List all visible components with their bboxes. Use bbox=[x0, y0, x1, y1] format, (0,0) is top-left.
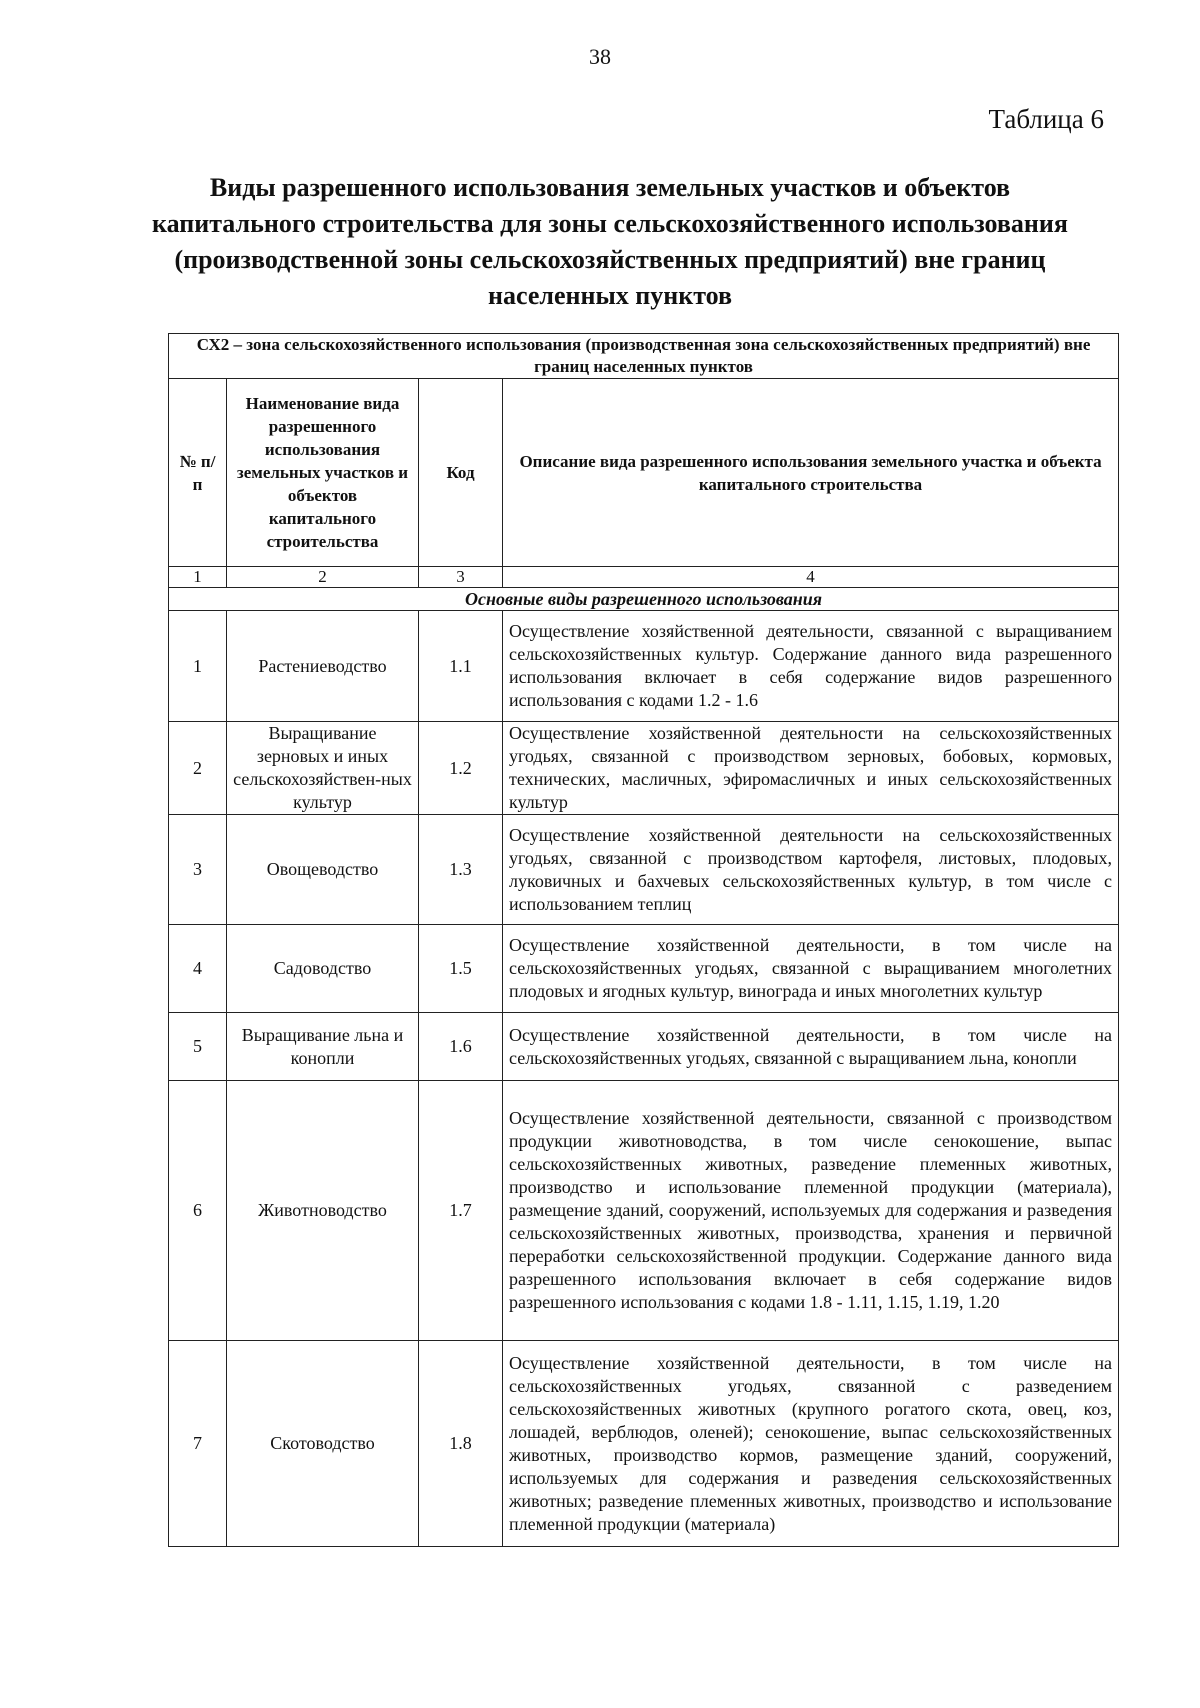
section-row bbox=[169, 588, 1119, 611]
row-num: 3 bbox=[169, 815, 227, 925]
row-num: 5 bbox=[169, 1013, 227, 1081]
row-code: 1.2 bbox=[419, 722, 503, 815]
zone-caption: СХ2 – зона сельскохозяйственного использования (производственная зона сельскохозяйственных предприятий) вне границ населенных пунктов bbox=[169, 334, 1119, 379]
row-name: Выращивание зерновых и иных сельскохозяйствен-ных культур bbox=[227, 722, 419, 815]
row-num: 1 bbox=[169, 611, 227, 722]
row-desc: Осуществление хозяйственной деятельности, связанной с выращиванием сельскохозяйственных культур. Содержание данного вида разрешенного использования включает в себя содержание видов разрешенного использования с кодами 1.2 - 1.6 bbox=[503, 611, 1119, 722]
zone-caption-row bbox=[169, 334, 1119, 379]
header-code: Код bbox=[419, 379, 503, 567]
row-num: 2 bbox=[169, 722, 227, 815]
row-name: Животноводство bbox=[227, 1081, 419, 1341]
row-code: 1.6 bbox=[419, 1013, 503, 1081]
row-desc: Осуществление хозяйственной деятельности на сельскохозяйственных угодьях, связанной с производством зерновых, бобовых, кормовых, технических, масличных, эфиромасличных и иных сельскохозяйственных культур bbox=[503, 722, 1119, 815]
table-label: Таблица 6 bbox=[988, 104, 1104, 134]
row-desc: Осуществление хозяйственной деятельности, в том числе на сельскохозяйственных угодьях, связанной с выращиванием льна, конопли bbox=[503, 1013, 1119, 1081]
row-code: 1.1 bbox=[419, 611, 503, 722]
header-row bbox=[169, 379, 1119, 567]
column-number: 1 bbox=[169, 567, 227, 588]
header-desc: Описание вида разрешенного использования земельного участка и объекта капитального строительства bbox=[503, 379, 1119, 567]
row-desc: Осуществление хозяйственной деятельности, в том числе на сельскохозяйственных угодьях, связанной с выращиванием многолетних плодовых и ягодных культур, винограда и иных многолетних культур bbox=[503, 925, 1119, 1013]
table-row bbox=[169, 722, 1119, 815]
row-code: 1.7 bbox=[419, 1081, 503, 1341]
document-title: Виды разрешенного использования земельных участков и объектов капитального строительства для зоны сельскохозяйственного использования (производственной зоны сельскохозяйственных предприятий) вне границ населенных пунктов bbox=[152, 173, 1068, 310]
land-use-table bbox=[168, 333, 1119, 1547]
row-desc: Осуществление хозяйственной деятельности, связанной с производством продукции животноводства, в том числе сенокошение, выпас сельскохозяйственных животных, разведение племенных животных, производство и использование племенной продукции (материала), размещение зданий, сооружений, используемых для содержания и разведения сельскохозяйственных животных, производства, хранения и первичной переработки сельскохозяйственной продукции. Содержание данного вида разрешенного использования включает в себя содержание видов разрешенного использования с кодами 1.8 - 1.11, 1.15, 1.19, 1.20 bbox=[503, 1081, 1119, 1341]
page-number: 38 bbox=[589, 44, 611, 69]
table-row bbox=[169, 1341, 1119, 1547]
row-num: 7 bbox=[169, 1341, 227, 1547]
row-code: 1.8 bbox=[419, 1341, 503, 1547]
table-row bbox=[169, 925, 1119, 1013]
row-desc: Осуществление хозяйственной деятельности, в том числе на сельскохозяйственных угодьях, связанной с разведением сельскохозяйственных животных (крупного рогатого скота, овец, коз, лошадей, верблюдов, оленей); сенокошение, выпас сельскохозяйственных животных, производство кормов, размещение зданий, сооружений, используемых для содержания и разведения сельскохозяйственных животных; разведение племенных животных, производство и использование племенной продукции (материала) bbox=[503, 1341, 1119, 1547]
column-number: 2 bbox=[227, 567, 419, 588]
row-name: Садоводство bbox=[227, 925, 419, 1013]
column-number: 3 bbox=[419, 567, 503, 588]
row-code: 1.5 bbox=[419, 925, 503, 1013]
table-row bbox=[169, 611, 1119, 722]
row-num: 4 bbox=[169, 925, 227, 1013]
row-name: Овощеводство bbox=[227, 815, 419, 925]
row-name: Растениеводство bbox=[227, 611, 419, 722]
row-name: Выращивание льна и конопли bbox=[227, 1013, 419, 1081]
row-num: 6 bbox=[169, 1081, 227, 1341]
table-row bbox=[169, 1081, 1119, 1341]
header-num: № п/п bbox=[169, 379, 227, 567]
row-name: Скотоводство bbox=[227, 1341, 419, 1547]
table-row bbox=[169, 1013, 1119, 1081]
column-number: 4 bbox=[503, 567, 1119, 588]
row-code: 1.3 bbox=[419, 815, 503, 925]
header-name: Наименование вида разрешенного использования земельных участков и объектов капитального строительства bbox=[227, 379, 419, 567]
table-row bbox=[169, 815, 1119, 925]
row-desc: Осуществление хозяйственной деятельности на сельскохозяйственных угодьях, связанной с производством картофеля, листовых, плодовых, луковичных и бахчевых сельскохозяйственных культур, в том числе с использованием теплиц bbox=[503, 815, 1119, 925]
column-number-row bbox=[169, 567, 1119, 588]
section-label: Основные виды разрешенного использования bbox=[169, 588, 1119, 611]
